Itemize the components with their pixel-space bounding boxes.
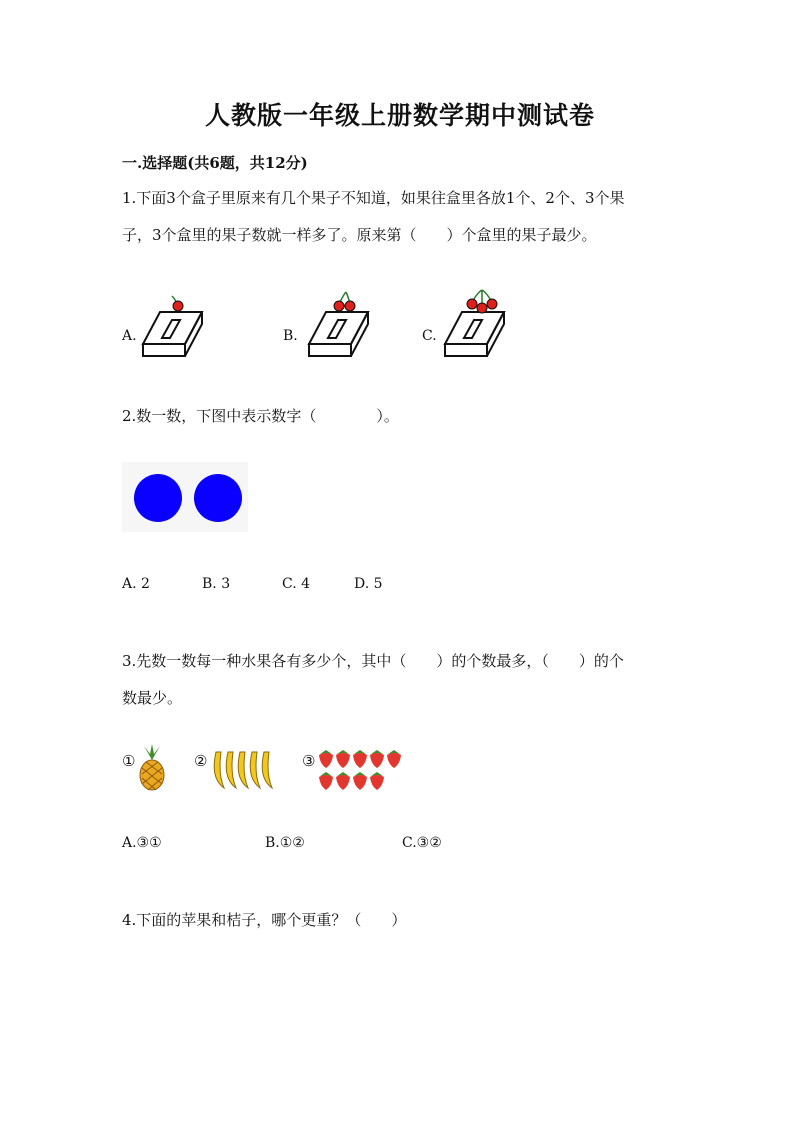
question-1 xyxy=(122,180,625,254)
box-with-one-cherry-icon xyxy=(140,288,204,360)
question-1-line-1: 1.下面3个盒子里原来有几个果子不知道，如果往盒里各放1个、2个、3个果 xyxy=(122,189,625,207)
q2-option-b[interactable]: B. 3 xyxy=(202,576,231,592)
question-2 xyxy=(122,398,399,435)
question-3-line-1: 3.先数一数每一种水果各有多少个，其中（ ）的个数最多，（ ）的个 xyxy=(122,652,624,670)
q1-option-c-label[interactable]: C. xyxy=(422,328,437,344)
q1-option-b-label[interactable]: B. xyxy=(283,328,298,344)
strawberries-icon xyxy=(318,748,404,792)
q3-option-c[interactable]: C.③② xyxy=(402,835,442,851)
question-4 xyxy=(122,902,406,939)
blue-dot xyxy=(194,474,242,522)
question-1-line-2: 子，3个盒里的果子数就一样多了。原来第（ ）个盒里的果子最少。 xyxy=(122,226,597,244)
question-4-line-1: 4.下面的苹果和桔子，哪个更重？（ ） xyxy=(122,911,407,929)
section-heading: 一.选择题(共6题，共12分) xyxy=(122,154,308,172)
question-3 xyxy=(122,643,624,717)
question-3-line-2: 数最少。 xyxy=(122,689,183,707)
q2-option-c[interactable]: C. 4 xyxy=(282,576,311,592)
page-title: 人教版一年级上册数学期中测试卷 xyxy=(204,101,595,130)
group-3-marker: ③ xyxy=(302,752,316,770)
question-2-line-1: 2.数一数，下图中表示数字（ ）。 xyxy=(122,407,399,425)
q3-option-a[interactable]: A.③① xyxy=(122,835,162,851)
group-1-marker: ① xyxy=(122,752,136,770)
group-2-marker: ② xyxy=(194,752,208,770)
q3-option-b[interactable]: B.①② xyxy=(265,835,305,851)
q2-option-d[interactable]: D. 5 xyxy=(354,576,383,592)
dots-picture xyxy=(122,462,248,532)
box-with-two-cherries-icon xyxy=(306,288,370,360)
q2-option-a[interactable]: A. 2 xyxy=(122,576,150,592)
blue-dot xyxy=(134,474,182,522)
q1-option-a-label[interactable]: A. xyxy=(122,328,137,344)
pineapple-icon xyxy=(136,744,168,792)
bananas-icon xyxy=(210,748,280,792)
box-with-three-cherries-icon xyxy=(442,288,506,360)
